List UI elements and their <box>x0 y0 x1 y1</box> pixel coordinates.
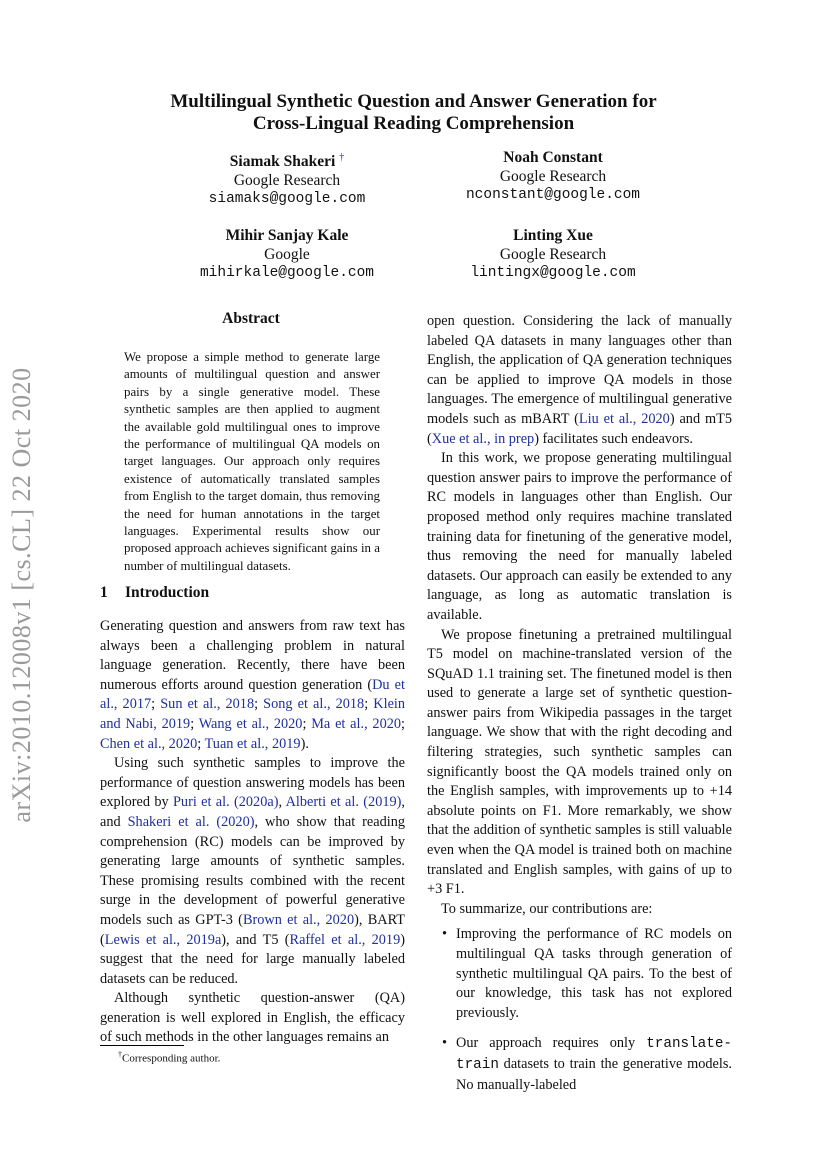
footnote-mark: † <box>118 1050 122 1059</box>
author-affiliation: Google Research <box>233 172 341 190</box>
author-email: mihirkale@google.com <box>199 265 375 281</box>
abstract-text: We propose a simple method to generate large amounts of multilingual question and answer pairs by a single generative model. These synthetic samples are then applied to augment the available gold multilingual ones to improve the performance of multilingual QA models on target languages. Our approach only requires existence of automatically translated samples from English to the target domain, thus removing the need for human annotations in the target languages. Experimental results show our proposed approach achieves significant gains in a number of multilingual datasets. <box>124 350 380 573</box>
paragraph: In this work, we propose generating multilingual question answer pairs to improve the performance of RC models in languages other than English. Our proposed method only requires machine translated training data for finetuning of the generative model, thus removing the need for manually labeled datasets. Our approach can easily be extended to any language, as long as automatic translation is available. <box>427 450 732 623</box>
citation-link[interactable]: Lewis et al., 2019a <box>104 931 222 948</box>
citation-link[interactable]: Tuan et al., 2019 <box>204 735 301 752</box>
citation-link[interactable]: (2019) <box>363 794 402 811</box>
citation-link[interactable]: Raffel et al., 2019 <box>289 931 401 948</box>
contributions-list <box>427 925 732 1095</box>
citation-link[interactable]: Du et al., 2017 <box>100 676 405 713</box>
footnote-text: Corresponding author. <box>122 1052 221 1065</box>
author-name: Noah Constant <box>503 149 603 166</box>
paper-title <box>100 91 727 135</box>
author-name: Siamak Shakeri <box>229 153 336 171</box>
citation-link[interactable]: Shakeri et al. <box>127 813 210 830</box>
title-line-2: Cross-Lingual Reading Comprehension <box>252 113 575 134</box>
author-affiliation: Google Research <box>499 168 607 185</box>
citation-link[interactable]: (2020) <box>216 813 255 830</box>
abstract-heading: Abstract <box>222 310 280 327</box>
paragraph: We propose finetuning a pretrained multilingual T5 model on machine-translated version of the SQuAD 1.1 training set. The finetuned model is then used to generate a large set of synthetic question-answer pairs from Wikipedia passages in the target language. We show that with the right decoding and filtering strategies, such synthetic samples can significantly boost the QA models trained only on the English samples, with improvements up to +14 absolute points on F1. More remarkably, we show that the addition of synthetic samples is still valuable even when the QA model is trained both on machine translated and English samples, with gains of up to +3 F1. <box>427 626 732 898</box>
citation-link[interactable]: Ma et al., 2020 <box>311 715 402 732</box>
section-number: 1 <box>100 584 108 601</box>
arxiv-identifier-watermark: arXiv:2010.12008v1 [cs.CL] 22 Oct 2020 <box>7 367 36 823</box>
author-block-3 <box>137 226 437 283</box>
citation-link[interactable]: Xue et al., in prep <box>431 430 535 447</box>
citation-link[interactable]: Sun et al., 2018 <box>160 696 255 713</box>
author-block-4 <box>403 226 703 283</box>
author-block-2 <box>403 148 703 205</box>
paragraph: Using such synthetic samples to improve the performance of question answering models has been explored by Puri et al. (2020a), Alberti et al. (2019), and Shakeri et al. (2020), who show that reading comprehension (RC) models can be improved by generating large amounts of synthetic samples. These promising results combined with the recent surge in the development of powerful generative models such as GPT-3 (Brown et al., 2020), BART (Lewis et al., 2019a), and T5 (Raffel et al., 2019) suggest that the need for large manually labeled datasets can be reduced. <box>100 755 406 987</box>
citation-link[interactable]: Liu et al., 2020 <box>578 410 670 427</box>
citation-link[interactable]: Klein and Nabi, 2019 <box>100 696 406 732</box>
list-item: • Improving the performance of RC models on multilingual QA tasks through generation of synthetic multilingual QA pairs. To the best of our knowledge, this task has not explored previously. <box>427 925 732 1023</box>
citation-link[interactable]: (2020a) <box>234 794 279 811</box>
list-item: • Our approach requires only translate-train datasets to train the generative models. No manually-labeled <box>427 1034 732 1095</box>
author-affiliation: Google <box>264 246 310 263</box>
author-email: siamaks@google.com <box>208 191 366 208</box>
paragraph: To summarize, our contributions are: <box>441 900 653 917</box>
section-title: Introduction <box>125 584 210 601</box>
right-column-body <box>427 312 732 1106</box>
citation-link[interactable]: Song et al., 2018 <box>263 696 365 713</box>
author-email: lintingx@google.com <box>470 265 636 281</box>
paragraph: open question. Considering the lack of manually labeled QA datasets in many languages other than English, the application of QA generation techniques can be applied to improve QA models in those languages. The emergence of multilingual generative models such as mBART (Liu et al., 2020) and mT5 (Xue et al., in prep) facilitates such endeavors. <box>427 313 733 447</box>
author-affiliation: Google Research <box>499 246 607 263</box>
citation-link[interactable]: Brown et al., 2020 <box>242 911 355 928</box>
citation-link[interactable]: Wang et al., 2020 <box>198 715 303 732</box>
paragraph: Generating question and answers from raw text has always been a challenging problem in natural language generation. Recently, there have been numerous efforts around question generation (Du et al., 2017; Sun et al., 2018; Song et al., 2018; Klein and Nabi, 2019; Wang et al., 2020; Ma et al., 2020; Chen et al., 2020; Tuan et al., 2019). <box>100 618 406 752</box>
paragraph: Although synthetic question-answer (QA) generation is well explored in English, the efficacy of such methods in the other languages remains an <box>100 990 405 1046</box>
citation-link[interactable]: Chen et al., 2020 <box>100 735 198 752</box>
author-footnote-mark[interactable]: † <box>339 152 345 163</box>
footnote <box>118 1050 220 1065</box>
code-term: translate-train <box>456 1036 732 1073</box>
author-block-1 <box>137 148 437 209</box>
title-line-1: Multilingual Synthetic Question and Answer Generation for <box>170 91 657 112</box>
section-heading-introduction <box>100 584 209 602</box>
author-name: Mihir Sanjay Kale <box>225 227 349 244</box>
left-column-body <box>100 617 405 1048</box>
author-name: Linting Xue <box>513 227 593 244</box>
author-email: nconstant@google.com <box>465 187 641 203</box>
footnote-divider <box>100 1045 184 1046</box>
citation-link[interactable]: Puri et al. <box>172 794 230 811</box>
citation-link[interactable]: Alberti et al. <box>285 794 359 811</box>
